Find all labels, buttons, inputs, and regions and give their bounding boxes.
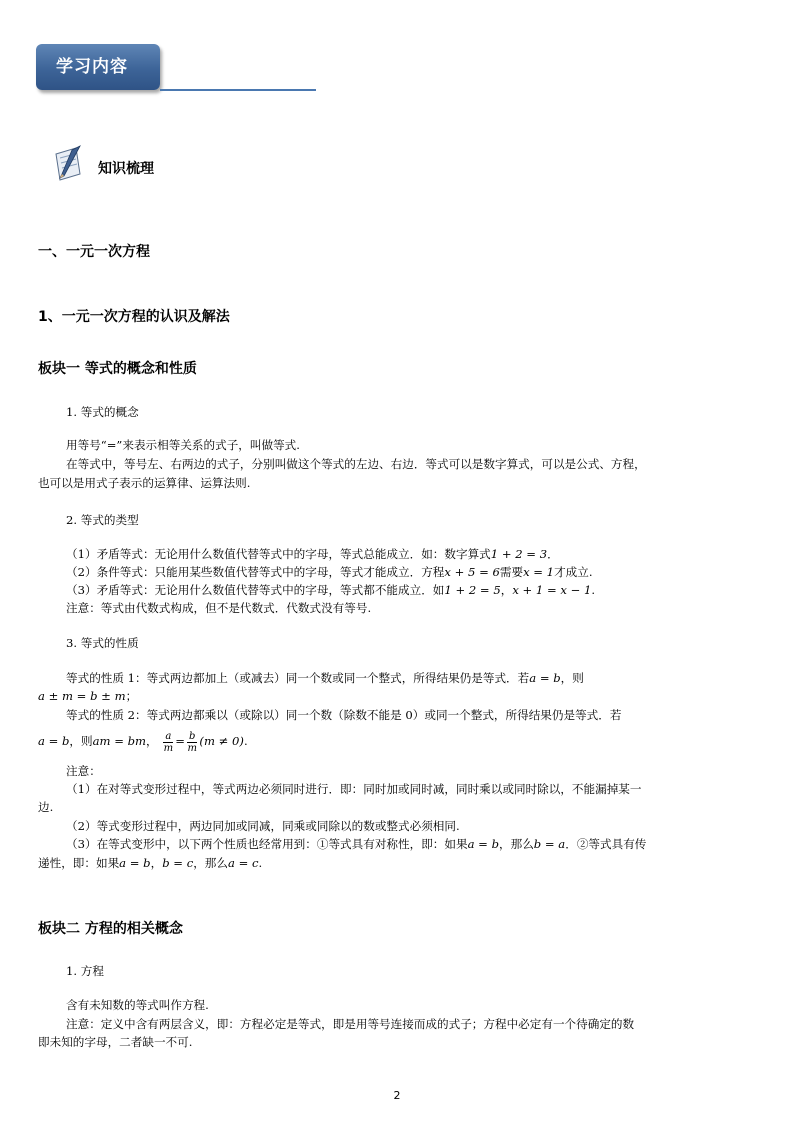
text: 才成立.: [554, 565, 593, 579]
text: .: [243, 734, 248, 748]
note-line-3-cont: [38, 855, 262, 872]
property2-cont: [38, 726, 248, 756]
text: 等式的性质 1：等式两边都加上（或减去）同一个数或同一个整式，所得结果仍是等式．若: [66, 671, 530, 685]
section-banner: 学习内容: [36, 44, 160, 90]
paragraph-line: 用等号“=”来表示相等关系的式子，叫做等式.: [66, 438, 300, 452]
knowledge-title: 知识梳理: [98, 161, 154, 177]
math-condition: (m ≠ 0): [199, 734, 244, 748]
note-line: 边.: [38, 800, 54, 814]
text: ，那么: [499, 837, 534, 851]
text: ；: [125, 689, 138, 703]
type-line-1: [66, 546, 559, 563]
type-line-2: [66, 564, 593, 581]
subsection-title: 1、一元一次方程的认识及解法: [38, 309, 230, 325]
text: （3）矛盾等式：无论用什么数值代替等式中的字母，等式都不能成立．如: [66, 583, 445, 597]
math-expression: x = 1: [523, 565, 555, 579]
math-expression: a = c: [228, 856, 259, 870]
text: （2）条件等式：只能用某些数值代替等式中的字母，等式才能成立．方程: [66, 565, 445, 579]
note-line: （2）等式变形过程中，两边同加或同减，同乘或同除以的数或整式必须相同.: [66, 819, 460, 833]
block1-title: 板块一 等式的概念和性质: [38, 361, 197, 377]
denominator: m: [163, 742, 174, 754]
note-label: 注意：: [66, 764, 101, 778]
text: （1）矛盾等式：无论用什么数值代替等式中的字母，等式总能成立．如：数字算式: [66, 547, 491, 561]
text: ．: [547, 547, 559, 561]
fraction-a-over-m: [163, 731, 173, 754]
text: ．②等式具有传: [565, 837, 647, 851]
banner-underline: [160, 89, 316, 91]
page-number: 2: [393, 1089, 401, 1102]
math-expression: x + 1 = x − 1: [512, 583, 592, 597]
math-expression: a = b: [119, 856, 151, 870]
text: ，: [150, 856, 163, 870]
text: ，: [500, 583, 513, 597]
math-expression: am = bm: [92, 734, 147, 748]
paragraph-line: 在等式中，等号左、右两边的式子，分别叫做这个等式的左边、右边．等式可以是数字算式，可以是公式、方程，: [66, 457, 646, 471]
note-line-3: [66, 836, 646, 853]
text: （3）在等式变形中，以下两个性质也经常用到：①等式具有对称性，即：如果: [66, 837, 468, 851]
text: ，则: [69, 734, 93, 748]
denominator: m: [187, 742, 197, 754]
text: 需要: [499, 565, 524, 579]
property1-cont: [38, 688, 137, 705]
equals-sign: =: [175, 734, 186, 748]
paragraph-line: 也可以是用式子表示的运算律、运算法则.: [38, 476, 251, 490]
block2-item1-heading: 1. 方程: [66, 964, 104, 978]
type-line-3: [66, 582, 595, 599]
text: 递性，即：如果: [38, 856, 120, 870]
item1-heading: 1. 等式的概念: [66, 405, 139, 419]
paragraph-line: 含有未知数的等式叫作方程.: [66, 998, 209, 1012]
section-title: 一、一元一次方程: [38, 244, 150, 260]
block2-title: 板块二 方程的相关概念: [38, 921, 183, 937]
math-expression: a = b: [529, 671, 561, 685]
math-expression: 1 + 2 = 3: [490, 547, 548, 561]
text: ，: [146, 734, 158, 748]
math-expression: a = b: [38, 734, 70, 748]
note-line: （1）在对等式变形过程中，等式两边必须同时进行．即：同时加或同时减，同时乘以或同时除以，不能漏掉某一: [66, 782, 642, 796]
math-expression: a ± m = b ± m: [38, 689, 126, 703]
item2-heading: 2. 等式的类型: [66, 513, 139, 527]
paragraph-line: 即未知的字母，二者缺一不可.: [38, 1035, 193, 1049]
numerator: b: [189, 730, 196, 742]
math-expression: b = c: [162, 856, 194, 870]
math-expression: x + 5 = 6: [444, 565, 500, 579]
math-expression: a = b: [467, 837, 499, 851]
item3-heading: 3. 等式的性质: [66, 636, 139, 650]
note-line: 注意：等式由代数式构成，但不是代数式．代数式没有等号.: [66, 601, 372, 615]
fraction-b-over-m: [187, 731, 197, 754]
text: .: [258, 856, 263, 870]
paragraph-line: 注意：定义中含有两层含义，即：方程必定是等式，即是用等号连接而成的式子；方程中必定有一个待确定的数: [66, 1017, 635, 1031]
numerator: a: [165, 730, 172, 742]
math-expression: b = a: [533, 837, 566, 851]
text: .: [591, 583, 596, 597]
text: ，那么: [193, 856, 228, 870]
text: ，则: [560, 671, 584, 685]
property1-line: [66, 670, 584, 687]
property2-line: 等式的性质 2：等式两边都乘以（或除以）同一个数（除数不能是 0）或同一个整式，所得结果仍是等式．若: [66, 708, 622, 722]
math-expression: 1 + 2 = 5: [444, 583, 501, 597]
notebook-pencil-icon: [50, 144, 86, 184]
